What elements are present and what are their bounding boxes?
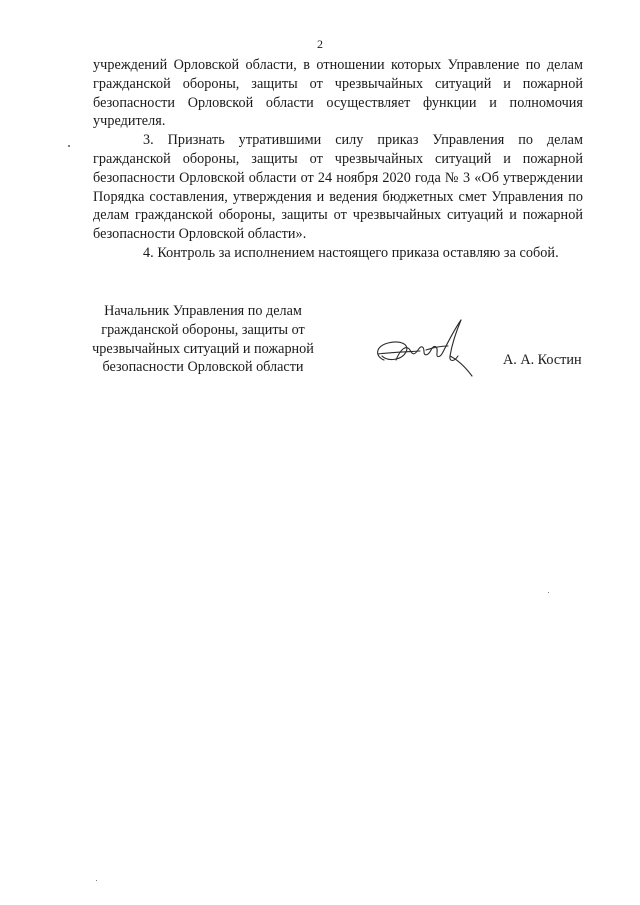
- paragraph-continuation: учреждений Орловской области, в отношении которых Управление по делам гражданской обороны, защиты от чрезвычайных ситуаций и пожарной безопасности Орловской области осуществляет функции и полномочия учредителя.: [93, 57, 583, 130]
- page-number: 2: [317, 37, 323, 51]
- signer-position: [83, 302, 323, 377]
- signer-position-line: гражданской обороны, защиты от: [101, 321, 305, 338]
- scan-speck: [548, 592, 549, 593]
- signer-position-line: безопасности Орловской области: [102, 359, 304, 376]
- document-body: [93, 56, 583, 263]
- handwritten-signature: [368, 316, 478, 382]
- scan-speck: [68, 145, 70, 147]
- signer-position-line: чрезвычайных ситуаций и пожарной: [92, 340, 314, 357]
- paragraph-item-4: 4. Контроль за исполнением настоящего приказа оставляю за собой.: [143, 244, 559, 261]
- signer-position-line: Начальник Управления по делам: [104, 303, 302, 319]
- scan-speck: [96, 880, 97, 881]
- signer-name: А. А. Костин: [503, 352, 582, 368]
- paragraph-item-3: 3. Признать утратившими силу приказ Управления по делам гражданской обороны, защиты от чрезвычайных ситуаций и пожарной безопасности Орловской области от 24 ноября 2020 года № 3 «Об утверждении Порядка составления, утверждения и ведения бюджетных смет Управления по делам гражданской обороны, защиты от чрезвычайных ситуаций и пожарной безопасности Орловской области».: [93, 132, 583, 243]
